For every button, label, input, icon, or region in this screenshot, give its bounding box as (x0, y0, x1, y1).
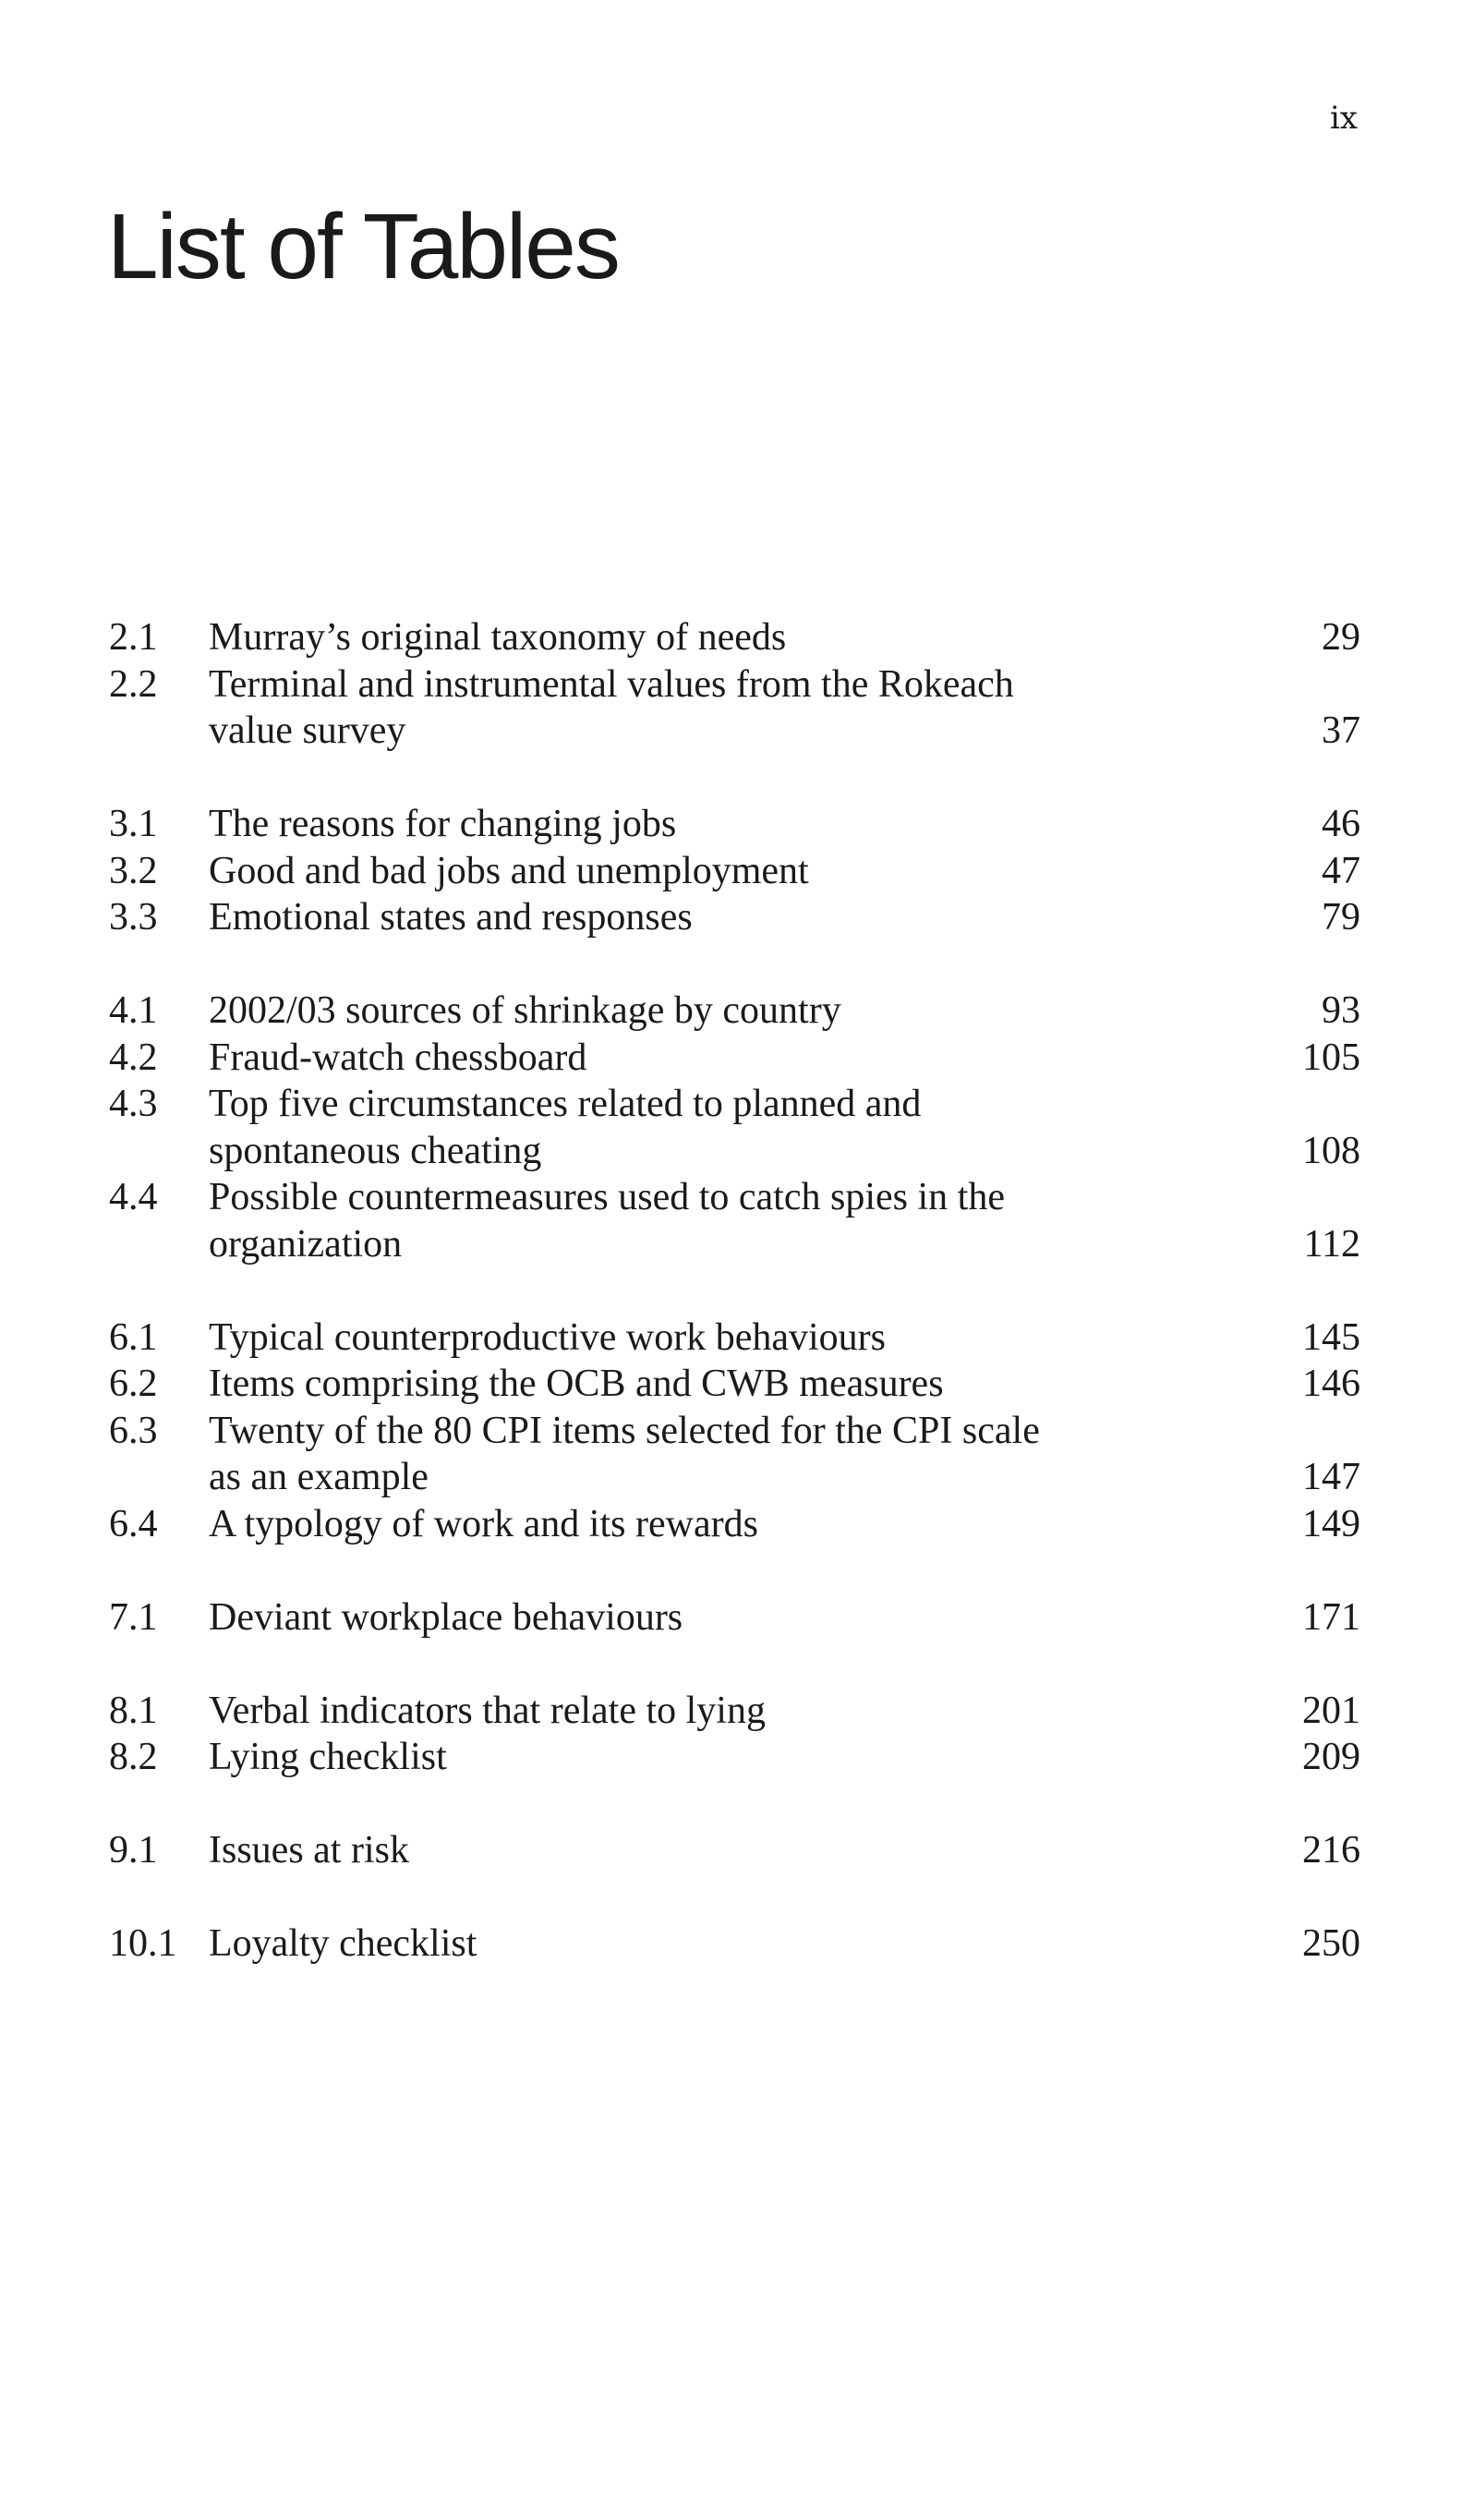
page-reference: 147 (1302, 1456, 1360, 1498)
toc-entry[interactable] (109, 1174, 1360, 1267)
table-title-line: Deviant workplace behaviours (209, 1595, 683, 1639)
page-title: List of Tables (107, 195, 619, 298)
table-title (209, 1408, 1132, 1501)
toc-entry[interactable] (109, 1920, 1360, 1968)
page-reference: 105 (1302, 1036, 1360, 1079)
table-number: 8.2 (109, 1736, 158, 1778)
page-reference: 112 (1303, 1222, 1360, 1266)
page-reference: 108 (1302, 1129, 1360, 1172)
toc-group (109, 1827, 1360, 1874)
page-reference: 93 (1322, 989, 1360, 1032)
table-title-line: Murray’s original taxonomy of needs (209, 616, 787, 659)
table-title-line: Good and bad jobs and unemployment (209, 849, 809, 892)
table-number: 6.3 (109, 1409, 158, 1452)
table-title (209, 1035, 1132, 1082)
toc-entry[interactable] (109, 801, 1360, 848)
table-number: 6.2 (109, 1363, 158, 1405)
table-title-line: Lying checklist (209, 1736, 447, 1778)
table-title (209, 1734, 1132, 1781)
table-title (209, 1827, 1132, 1874)
toc-entry[interactable] (109, 848, 1360, 895)
toc-entry[interactable] (109, 1501, 1360, 1548)
table-title (209, 1688, 1132, 1735)
table-title (209, 848, 1132, 895)
table-title-line: Possible countermeasures used to catch spies in the (209, 1176, 1005, 1218)
table-title-line: Items comprising the OCB and CWB measures (209, 1363, 944, 1405)
table-title (209, 1501, 1132, 1548)
toc-group (109, 1594, 1360, 1642)
toc-entry[interactable] (109, 1361, 1360, 1408)
toc-entry[interactable] (109, 987, 1360, 1035)
table-number: 6.1 (109, 1315, 158, 1359)
table-title-line: Terminal and instrumental values from the Rokeach (209, 662, 1014, 706)
table-number: 4.1 (109, 989, 158, 1032)
table-title-line: A typology of work and its rewards (209, 1502, 758, 1545)
table-title-line: organization (209, 1222, 403, 1266)
toc-entry[interactable] (109, 1081, 1360, 1174)
page-reference: 146 (1302, 1363, 1360, 1405)
page-reference: 209 (1302, 1736, 1360, 1778)
table-number: 4.4 (109, 1176, 158, 1218)
list-of-tables (109, 614, 1360, 2014)
toc-entry[interactable] (109, 894, 1360, 941)
table-title-line: Twenty of the 80 CPI items selected for the CPI scale (209, 1409, 1040, 1452)
page-reference: 79 (1322, 896, 1360, 939)
page-reference: 201 (1302, 1689, 1360, 1732)
table-title (209, 801, 1132, 848)
page-reference: 29 (1322, 616, 1360, 659)
table-title (209, 661, 1132, 755)
page-reference: 46 (1322, 803, 1360, 845)
toc-group (109, 1315, 1360, 1548)
table-title (209, 1174, 1132, 1267)
table-title-line: Loyalty checklist (209, 1922, 477, 1965)
table-title-line: value survey (209, 709, 406, 752)
table-title-line: Emotional states and responses (209, 896, 693, 939)
table-title-line: Fraud-watch chessboard (209, 1036, 587, 1079)
table-number: 4.2 (109, 1036, 158, 1079)
table-title (209, 614, 1132, 661)
toc-entry[interactable] (109, 1035, 1360, 1082)
toc-entry[interactable] (109, 614, 1360, 661)
toc-group (109, 801, 1360, 941)
table-title-line: Typical counterproductive work behaviours (209, 1315, 886, 1359)
toc-group (109, 614, 1360, 755)
toc-group (109, 1688, 1360, 1781)
table-number: 2.2 (109, 662, 158, 706)
page-reference: 37 (1322, 709, 1360, 752)
page-reference: 149 (1302, 1502, 1360, 1545)
table-title-line: Issues at risk (209, 1829, 409, 1872)
table-title (209, 894, 1132, 941)
table-title-line: Verbal indicators that relate to lying (209, 1689, 766, 1732)
table-number: 3.1 (109, 803, 158, 845)
table-title-line: 2002/03 sources of shrinkage by country (209, 989, 841, 1032)
page-reference: 145 (1302, 1315, 1360, 1359)
table-title (209, 1594, 1132, 1642)
table-number: 4.3 (109, 1083, 158, 1125)
table-title-line: spontaneous cheating (209, 1129, 542, 1172)
toc-entry[interactable] (109, 1734, 1360, 1781)
table-title (209, 1920, 1132, 1968)
toc-entry[interactable] (109, 661, 1360, 755)
table-number: 9.1 (109, 1829, 158, 1872)
page-reference: 47 (1322, 849, 1360, 892)
table-title (209, 1081, 1132, 1174)
page-reference: 216 (1302, 1829, 1360, 1872)
table-number: 2.1 (109, 616, 158, 659)
table-number: 6.4 (109, 1502, 158, 1545)
table-title-line: The reasons for changing jobs (209, 803, 677, 845)
table-number: 10.1 (109, 1922, 177, 1965)
toc-group (109, 1920, 1360, 1968)
table-number: 3.2 (109, 849, 158, 892)
table-number: 7.1 (109, 1595, 158, 1639)
table-title (209, 1315, 1132, 1362)
toc-entry[interactable] (109, 1594, 1360, 1642)
page-reference: 171 (1302, 1595, 1360, 1639)
table-title (209, 1361, 1132, 1408)
toc-entry[interactable] (109, 1688, 1360, 1735)
table-number: 8.1 (109, 1689, 158, 1732)
toc-entry[interactable] (109, 1408, 1360, 1501)
toc-entry[interactable] (109, 1827, 1360, 1874)
toc-group (109, 987, 1360, 1267)
page-reference: 250 (1302, 1922, 1360, 1965)
table-number: 3.3 (109, 896, 158, 939)
table-title-line: as an example (209, 1456, 429, 1498)
toc-entry[interactable] (109, 1315, 1360, 1362)
page-number: ix (1329, 100, 1358, 137)
table-title-line: Top five circumstances related to planned and (209, 1083, 922, 1125)
table-title (209, 987, 1132, 1035)
